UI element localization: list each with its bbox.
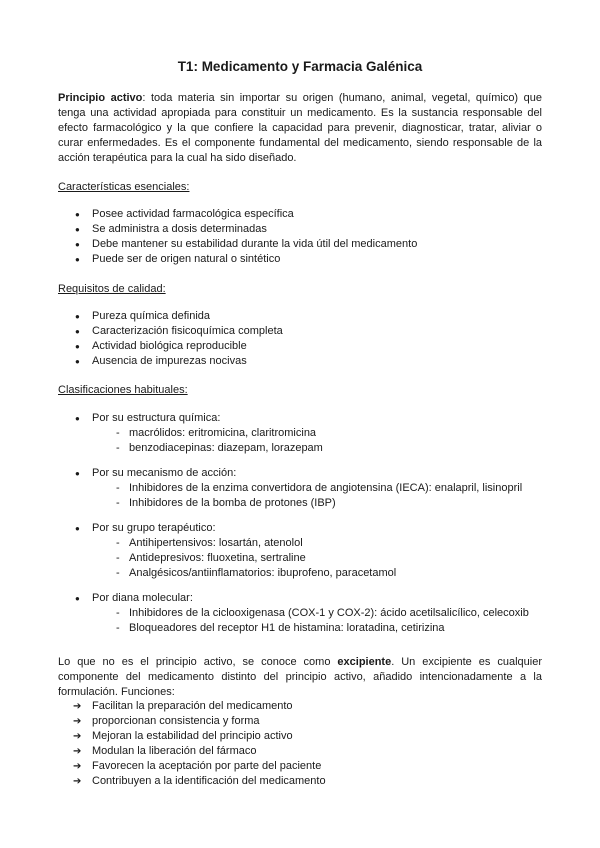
group-item (58, 466, 542, 511)
clasificaciones-list (58, 411, 542, 646)
funciones-list (58, 699, 542, 789)
list-item: ● Pureza química definida (58, 309, 542, 324)
requisitos-list (58, 309, 542, 369)
page-title: T1: Medicamento y Farmacia Galénica (177, 59, 423, 74)
requisitos-heading: Requisitos de calidad: (58, 283, 166, 295)
group-label: Por diana molecular: (92, 592, 193, 604)
list-item: ● Puede ser de origen natural o sintético (58, 252, 542, 267)
group-label: Por su grupo terapéutico: (92, 522, 216, 534)
clasificaciones-heading: Clasificaciones habituales: (58, 384, 188, 396)
sub-list (92, 606, 542, 636)
sub-item: - benzodiacepinas: diazepam, lorazepam (92, 441, 542, 456)
group-item (58, 521, 542, 581)
list-item: ● Se administra a dosis determinadas (58, 222, 542, 237)
sub-item: - Antihipertensivos: losartán, atenolol (92, 536, 542, 551)
sub-item: - Inhibidores de la enzima convertidora de angiotensina (IECA): enalapril, lisinopril (92, 481, 542, 496)
sub-item: - Inhibidores de la bomba de protones (IBP) (92, 496, 542, 511)
excipiente-after: . Un excipiente es cualquier componente del medicamento distinto del principio activo, añadido intencionadamente a la formulación. Funciones: (58, 656, 542, 698)
list-item: ➔ Facilitan la preparación del medicamento (58, 699, 542, 714)
sub-item: - Inhibidores de la ciclooxigenasa (COX-1 y COX-2): ácido acetilsalicílico, celecoxib (92, 606, 542, 621)
list-item: ● Actividad biológica reproducible (58, 339, 542, 354)
group-item (58, 411, 542, 456)
intro-paragraph (58, 91, 542, 166)
intro-text: : toda materia sin importar su origen (humano, animal, vegetal, químico) que tenga una actividad apropiada para constituir un medicamento. Es la sustancia responsable del efecto farmacológico y la que confiere la capacidad para prevenir, diagnosticar, tratar, aliviar o curar enfermedades. Es el componente fundamental del medicamento, siendo responsable de la acción terapéutica para la cual ha sido diseñado. (58, 92, 542, 164)
sub-list (92, 481, 542, 511)
list-item: ● Caracterización fisicoquímica completa (58, 324, 542, 339)
list-item: ● Debe mantener su estabilidad durante la vida útil del medicamento (58, 237, 542, 252)
sub-list (92, 426, 542, 456)
group-item (58, 591, 542, 636)
sub-item: - Antidepresivos: fluoxetina, sertraline (92, 551, 542, 566)
sub-item: - macrólidos: eritromicina, claritromicina (92, 426, 542, 441)
caracteristicas-heading: Características esenciales: (58, 181, 190, 193)
list-item: ➔ Modulan la liberación del fármaco (58, 744, 542, 759)
sub-list (92, 536, 542, 581)
group-label: Por su estructura química: (92, 412, 221, 424)
sub-item: - Bloqueadores del receptor H1 de histamina: loratadina, cetirizina (92, 621, 542, 636)
list-item: ➔ proporcionan consistencia y forma (58, 714, 542, 729)
list-item: ➔ Mejoran la estabilidad del principio activo (58, 729, 542, 744)
list-item: ➔ Favorecen la aceptación por parte del paciente (58, 759, 542, 774)
list-item: ● Ausencia de impurezas nocivas (58, 354, 542, 369)
excipiente-before: Lo que no es el principio activo, se conoce como (58, 656, 338, 668)
group-label: Por su mecanismo de acción: (92, 467, 237, 479)
excipiente-paragraph (58, 655, 542, 700)
intro-term: Principio activo (58, 92, 143, 104)
caracteristicas-list (58, 207, 542, 267)
excipiente-term: excipiente (337, 656, 392, 668)
sub-item: - Analgésicos/antiinflamatorios: ibuprofeno, paracetamol (92, 566, 542, 581)
list-item: ➔ Contribuyen a la identificación del medicamento (58, 774, 542, 789)
list-item: ● Posee actividad farmacológica específica (58, 207, 542, 222)
